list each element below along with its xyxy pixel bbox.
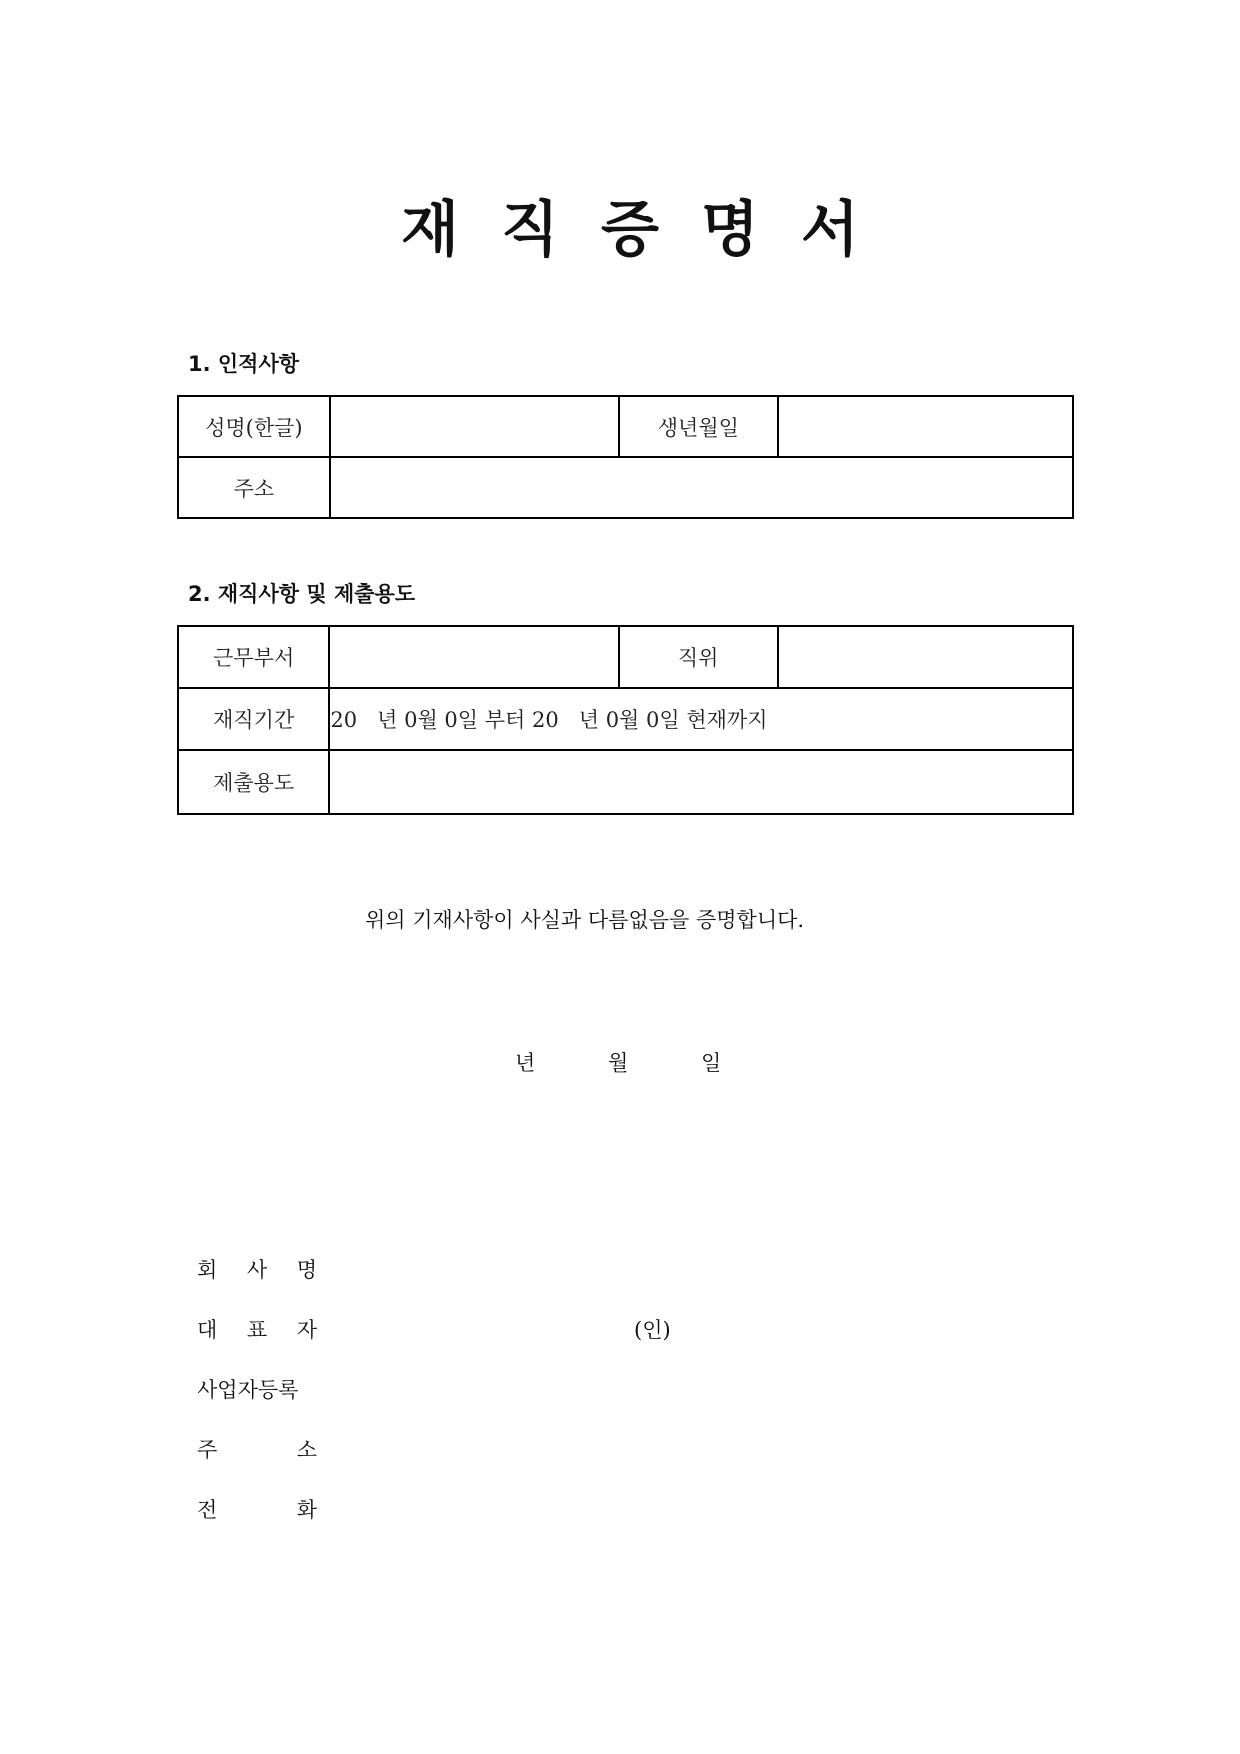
phone-label: 전 화 <box>197 1498 317 1522</box>
birthdate-label: 생년월일 <box>619 396 778 457</box>
title-char: 명 <box>701 195 759 265</box>
position-field[interactable] <box>778 626 1073 688</box>
certification-statement: 위의 기재사항이 사실과 다름없음을 증명합니다. <box>365 908 805 932</box>
birthdate-field[interactable] <box>778 396 1073 457</box>
table-row <box>178 750 1073 814</box>
department-field[interactable] <box>329 626 618 688</box>
seal-mark: (인) <box>634 1318 671 1342</box>
table-row <box>178 688 1073 750</box>
date-year-label: 년 <box>515 1051 536 1075</box>
purpose-label: 제출용도 <box>178 750 329 814</box>
name-label: 성명(한글) <box>178 396 330 457</box>
date-month-label: 월 <box>608 1051 629 1075</box>
personal-info-table <box>177 395 1074 519</box>
business-registration-label: 사업자등록 <box>197 1378 299 1402</box>
table-row <box>178 396 1073 457</box>
company-name-label: 회 사 명 <box>197 1258 317 1282</box>
position-label: 직위 <box>619 626 778 688</box>
table-row <box>178 457 1073 518</box>
employment-period-label: 재직기간 <box>178 688 329 750</box>
representative-label: 대 표 자 <box>197 1318 317 1342</box>
date-day-label: 일 <box>701 1051 722 1075</box>
name-field[interactable] <box>330 396 619 457</box>
address-label: 주소 <box>178 457 330 518</box>
title-char: 직 <box>501 195 559 265</box>
title-char: 재 <box>401 195 459 265</box>
section1-heading: 1. 인적사항 <box>188 352 300 376</box>
department-label: 근무부서 <box>178 626 329 688</box>
table-row <box>178 626 1073 688</box>
address-field[interactable] <box>330 457 1073 518</box>
company-address-label: 주 소 <box>197 1438 317 1462</box>
employment-info-table <box>177 625 1074 815</box>
section2-heading: 2. 재직사항 및 제출용도 <box>188 582 416 606</box>
title-char: 증 <box>601 195 659 265</box>
title-char: 서 <box>801 195 859 265</box>
employment-period-field[interactable]: 20 년 0월 0일 부터 20 년 0월 0일 현재까지 <box>329 688 1073 750</box>
purpose-field[interactable] <box>329 750 1073 814</box>
document-title <box>400 190 860 270</box>
